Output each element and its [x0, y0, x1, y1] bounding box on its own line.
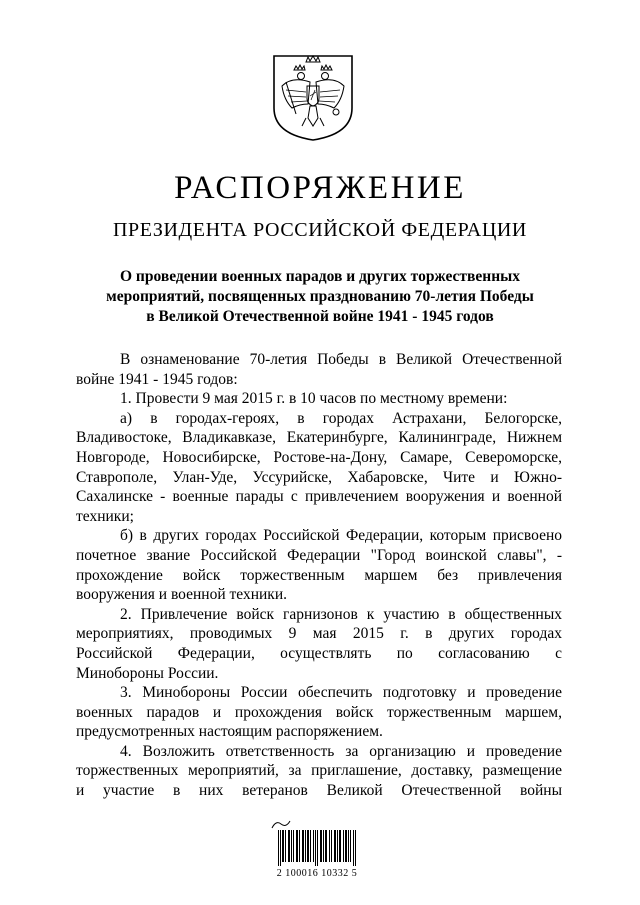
barcode-bars — [278, 830, 356, 866]
text-line: б) в других городах Российской Федерации, которым присвоено — [120, 527, 562, 545]
text-line: Новгороде, Новосибирске, Ростове-на-Дону, Самаре, Североморске, — [76, 448, 562, 466]
text-line: военных парадов и прохождения войск торжественным маршем, — [76, 703, 562, 721]
text-line: прохождение войск торжественным маршем без привлечения — [76, 566, 562, 584]
document-title: РАСПОРЯЖЕНИЕ — [174, 170, 466, 206]
document-body — [76, 350, 562, 801]
text-line: 3. Минобороны России обеспечить подготовку и проведение — [120, 684, 562, 702]
text-line: предусмотренных настоящим распоряжением. — [76, 723, 383, 741]
heading-line: О проведении военных парадов и других торжественных — [119, 268, 520, 285]
clause-4-paragraph — [76, 742, 562, 801]
text-line: 4. Возложить ответственность за организацию и проведение — [120, 742, 562, 760]
text-line: Минобороны России. — [76, 664, 219, 682]
heading-line: мероприятий, посвященных празднованию 70-летия Победы — [106, 288, 534, 305]
text-line: Сахалинске - военные парады с привлечением вооружения и военной — [76, 488, 562, 506]
text-line: 1. Провести 9 мая 2015 г. в 10 часов по местному времени: — [120, 390, 508, 408]
text-line: 2. Привлечение войск гарнизонов к участию в общественных — [120, 605, 562, 623]
text-line: войне 1941 - 1945 годов: — [76, 370, 238, 388]
clause-2-paragraph — [76, 605, 562, 683]
heading-line: в Великой Отечественной войне 1941 - 1945 годов — [146, 308, 494, 325]
barcode — [270, 818, 364, 888]
text-line: а) в городах-героях, в городах Астрахани, Белогорске, — [120, 409, 562, 427]
clause-1b-paragraph — [76, 526, 562, 604]
text-line: вооружения и военной техники. — [76, 586, 287, 604]
text-line: техники; — [76, 507, 134, 525]
text-line: мероприятиях, проводимых 9 мая 2015 г. в других городах — [76, 625, 562, 643]
barcode-number: 2 100016 10332 5 — [276, 868, 358, 879]
preamble-paragraph — [76, 350, 562, 389]
document-subtitle: ПРЕЗИДЕНТА РОССИЙСКОЙ ФЕДЕРАЦИИ — [113, 219, 527, 241]
text-line: Владивостоке, Владикавказе, Екатеринбурге, Калининграде, Нижнем — [76, 429, 562, 447]
printer-mark-icon — [270, 818, 292, 830]
clause-1-paragraph — [76, 389, 562, 409]
state-emblem-icon — [272, 52, 354, 142]
clause-3-paragraph — [76, 683, 562, 742]
text-line: торжественных мероприятий, за приглашение, доставку, размещение — [76, 762, 562, 780]
document-heading — [100, 267, 540, 327]
clause-1a-paragraph — [76, 409, 562, 527]
text-line: и участие в них ветеранов Великой Отечественной войны — [76, 782, 562, 800]
text-line: почетное звание Российской Федерации "Город воинской славы", - — [76, 546, 562, 564]
text-line: Российской Федерации, осуществлять по согласованию с — [76, 644, 562, 662]
text-line: Ставрополе, Улан-Уде, Уссурийске, Хабаровске, Чите и Южно- — [76, 468, 562, 486]
text-line: В ознаменование 70-летия Победы в Великой Отечественной — [120, 351, 562, 368]
